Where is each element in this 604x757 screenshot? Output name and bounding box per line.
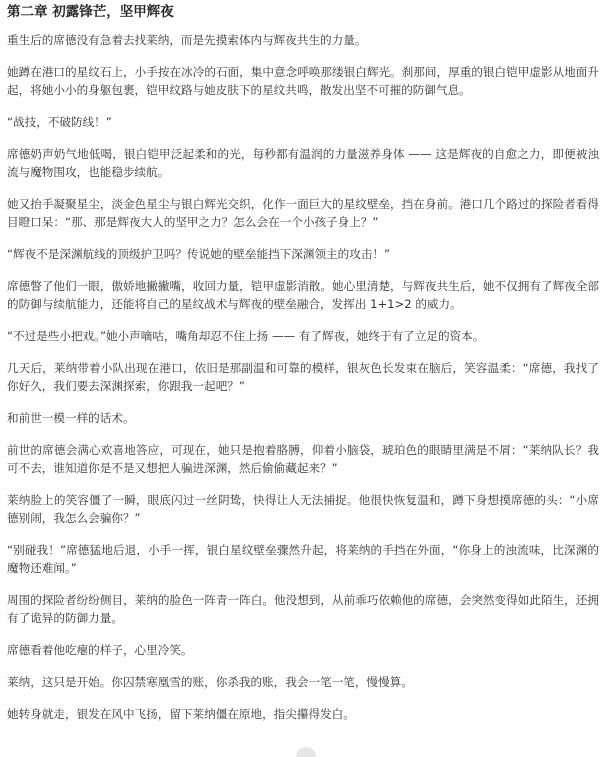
paragraph-3: “战技，不破防线！”	[7, 115, 112, 129]
paragraph-8: “不过是些小把戏。”她小声嘀咕，嘴角却忍不住上扬 —— 有了辉夜，她终于有了立足的资本。	[7, 329, 485, 343]
paragraph-9: 几天后，莱纳带着小队出现在港口，依旧是那副温和可靠的模样，银灰色长发束在脑后，笑容温柔：“席德，我找了你好久，我们要去深渊探索，你跟我一起吧？”	[7, 361, 599, 393]
chapter-title: 第二章 初露锋芒，坚甲辉夜	[7, 4, 174, 20]
paragraph-4: 席德奶声奶气地低喝，银白铠甲泛起柔和的光，每秒都有温润的力量滋养身体 —— 这是辉夜的自愈之力，即便被浊流与魔物围攻，也能稳步续航。	[7, 147, 599, 179]
paragraph-7: 席德瞥了他们一眼，傲娇地撇撇嘴，收回力量，铠甲虚影消散。她心里清楚，与辉夜共生后，她不仅拥有了辉夜全部的防御与续航能力，还能将自己的星纹战术与辉夜的壁垒融合，发挥出 1+1>2 的威力。	[7, 279, 599, 311]
paragraph-5: 她又抬手凝聚星尘，淡金色星尘与银白辉光交织，化作一面巨大的星纹壁垒，挡在身前。港口几个路过的探险者看得目瞪口呆：“那、那是辉夜大人的坚甲之力？怎么会在一个小孩子身上？”	[7, 197, 599, 229]
paragraph-6: “辉夜不是深渊航线的顶级护卫吗？传说她的壁垒能挡下深渊领主的攻击！”	[7, 247, 391, 261]
paragraph-10: 和前世一模一样的话术。	[7, 411, 135, 425]
chapter-article	[7, 0, 599, 753]
paragraph-12: 莱纳脸上的笑容僵了一瞬，眼底闪过一丝阴鸷，快得让人无法捕捉。他很快恢复温和，蹲下身想摸席德的头：“小席德别闹，我怎么会骗你？”	[7, 493, 599, 525]
paragraph-13: “别碰我！”席德猛地后退，小手一挥，银白星纹壁垒骤然升起，将莱纳的手挡在外面，“你身上的浊流味，比深渊的魔物还难闻。”	[7, 543, 599, 575]
paragraph-11: 前世的席德会满心欢喜地答应，可现在，她只是抱着胳膊，仰着小脑袋，琥珀色的眼睛里满是不屑：“莱纳队长？我可不去，谁知道你是不是又想把人骗进深渊，然后偷偷藏起来？”	[7, 443, 599, 475]
paragraph-15: 席德看着他吃瘪的样子，心里冷笑。	[7, 643, 193, 657]
paragraph-1: 重生后的席德没有急着去找莱纳，而是先摸索体内与辉夜共生的力量。	[7, 33, 367, 47]
paragraph-17: 她转身就走，银发在风中飞扬，留下莱纳僵在原地，指尖攥得发白。	[7, 707, 355, 721]
paragraph-14: 周围的探险者纷纷侧目，莱纳的脸色一阵青一阵白。他没想到，从前乖巧依赖他的席德，会突然变得如此陌生，还拥有了诡异的防御力量。	[7, 593, 599, 625]
paragraph-16: 莱纳，这只是开始。你囚禁寒凰雪的账，你杀我的账，我会一笔一笔，慢慢算。	[7, 675, 413, 689]
paragraph-2: 她蹲在港口的星纹石上，小手按在冰冷的石面，集中意念呼唤那缕银白辉光。刹那间，厚重的银白铠甲虚影从地面升起，将她小小的身躯包裹，铠甲纹路与她皮肤下的星纹共鸣，散发出坚不可摧的防御气息。	[7, 65, 599, 97]
